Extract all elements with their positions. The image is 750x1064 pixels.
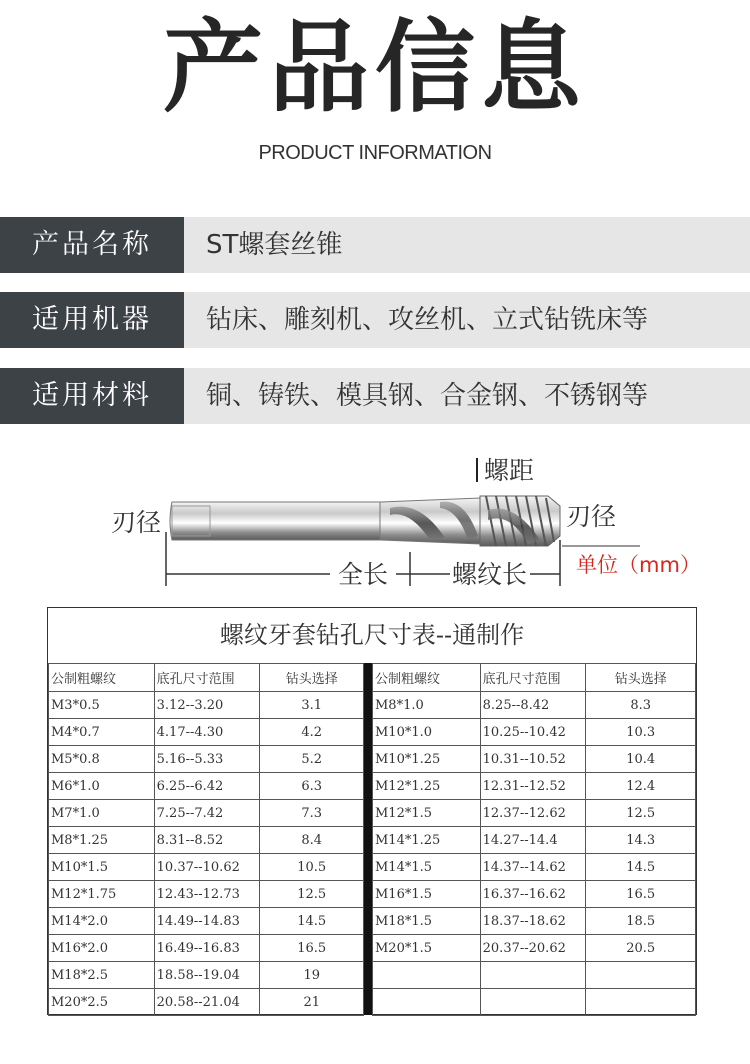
- cell-thread: M12*1.5: [373, 800, 481, 827]
- table-row: [373, 989, 696, 1016]
- cell-thread: M6*1.0: [49, 773, 155, 800]
- pitch-label: 螺距: [484, 456, 535, 485]
- cell-thread: M8*1.0: [373, 692, 481, 719]
- table-row: [373, 692, 696, 719]
- cell-drill: 14.3: [586, 827, 696, 854]
- cell-drill: 10.5: [260, 854, 364, 881]
- cell-drill: 14.5: [260, 908, 364, 935]
- cell-hole-range: [480, 962, 586, 989]
- table-row: [49, 719, 364, 746]
- table-row: [373, 935, 696, 962]
- cell-hole-range: 12.37--12.62: [480, 800, 586, 827]
- info-value: 钻床、雕刻机、攻丝机、立式钻铣床等: [184, 292, 750, 348]
- table-row: [373, 854, 696, 881]
- cell-thread: M4*0.7: [49, 719, 155, 746]
- cell-thread: M14*1.25: [373, 827, 481, 854]
- cell-hole-range: 10.37--10.62: [154, 854, 260, 881]
- cell-hole-range: 3.12--3.20: [154, 692, 260, 719]
- header-cell: 钻头选择: [586, 664, 696, 692]
- total-length-label: 全长: [338, 560, 389, 589]
- cell-drill: 3.1: [260, 692, 364, 719]
- table-header-row: [373, 664, 696, 692]
- table-row: [49, 962, 364, 989]
- cell-hole-range: 4.17--4.30: [154, 719, 260, 746]
- page-subtitle: PRODUCT INFORMATION: [258, 142, 492, 164]
- edge-diameter-right-label: 刃径: [566, 502, 617, 531]
- cell-hole-range: 12.31--12.52: [480, 773, 586, 800]
- cell-hole-range: 7.25--7.42: [154, 800, 260, 827]
- cell-drill: 21: [260, 989, 364, 1016]
- info-value: ST螺套丝锥: [184, 217, 750, 273]
- table-row: [49, 773, 364, 800]
- cell-hole-range: 14.37--14.62: [480, 854, 586, 881]
- cell-hole-range: [480, 989, 586, 1016]
- table-row: [373, 773, 696, 800]
- table-header-row: [49, 664, 364, 692]
- cell-hole-range: 5.16--5.33: [154, 746, 260, 773]
- table-row: [49, 854, 364, 881]
- table-title: 螺纹牙套钻孔尺寸表--通制作: [219, 621, 525, 649]
- table-row: [373, 881, 696, 908]
- info-label: 适用机器: [0, 292, 184, 348]
- drill-size-table: [47, 607, 697, 1015]
- cell-hole-range: 18.58--19.04: [154, 962, 260, 989]
- cell-drill: 7.3: [260, 800, 364, 827]
- header-cell: 底孔尺寸范围: [154, 664, 260, 692]
- cell-thread: M20*2.5: [49, 989, 155, 1016]
- cell-hole-range: 16.49--16.83: [154, 935, 260, 962]
- cell-thread: M18*1.5: [373, 908, 481, 935]
- cell-thread: M18*2.5: [49, 962, 155, 989]
- table-row: [373, 800, 696, 827]
- cell-hole-range: 12.43--12.73: [154, 881, 260, 908]
- cell-thread: M14*2.0: [49, 908, 155, 935]
- cell-thread: [373, 962, 481, 989]
- cell-hole-range: 10.31--10.52: [480, 746, 586, 773]
- cell-drill: 12.5: [260, 881, 364, 908]
- table-row: [49, 746, 364, 773]
- edge-diameter-left-label: 刃径: [111, 508, 162, 537]
- table-row: [373, 908, 696, 935]
- cell-drill: 20.5: [586, 935, 696, 962]
- cell-drill: 12.5: [586, 800, 696, 827]
- table-row: [49, 881, 364, 908]
- cell-thread: M12*1.25: [373, 773, 481, 800]
- table-row: [49, 908, 364, 935]
- cell-drill: 16.5: [260, 935, 364, 962]
- table-row: [49, 827, 364, 854]
- table-left-half: [48, 663, 364, 1016]
- cell-hole-range: 6.25--6.42: [154, 773, 260, 800]
- info-row-materials: [0, 368, 750, 424]
- header-cell: 底孔尺寸范围: [480, 664, 586, 692]
- cell-thread: M16*1.5: [373, 881, 481, 908]
- table-row: [373, 962, 696, 989]
- cell-drill: 8.3: [586, 692, 696, 719]
- header-cell: 钻头选择: [260, 664, 364, 692]
- table-row: [49, 989, 364, 1016]
- cell-hole-range: 16.37--16.62: [480, 881, 586, 908]
- cell-thread: M16*2.0: [49, 935, 155, 962]
- cell-thread: M7*1.0: [49, 800, 155, 827]
- info-label: 适用材料: [0, 368, 184, 424]
- cell-thread: M20*1.5: [373, 935, 481, 962]
- unit-label: 单位（mm）: [576, 553, 701, 577]
- cell-drill: [586, 962, 696, 989]
- cell-hole-range: 10.25--10.42: [480, 719, 586, 746]
- cell-drill: 10.4: [586, 746, 696, 773]
- thread-length-label: 螺纹长: [452, 560, 528, 589]
- cell-drill: 16.5: [586, 881, 696, 908]
- info-row-machines: [0, 292, 750, 348]
- table-row: [49, 692, 364, 719]
- table-row: [49, 800, 364, 827]
- cell-drill: 10.3: [586, 719, 696, 746]
- cell-hole-range: 18.37--18.62: [480, 908, 586, 935]
- table-row: [49, 935, 364, 962]
- cell-thread: M5*0.8: [49, 746, 155, 773]
- table-right-half: [372, 663, 696, 1016]
- cell-hole-range: 20.37--20.62: [480, 935, 586, 962]
- tap-diagram: [0, 440, 750, 600]
- cell-hole-range: 14.27--14.4: [480, 827, 586, 854]
- cell-thread: M10*1.25: [373, 746, 481, 773]
- cell-thread: M10*1.5: [49, 854, 155, 881]
- cell-thread: M12*1.75: [49, 881, 155, 908]
- info-label: 产品名称: [0, 217, 184, 273]
- cell-thread: M14*1.5: [373, 854, 481, 881]
- cell-drill: 6.3: [260, 773, 364, 800]
- page-title: 产品信息: [163, 9, 587, 126]
- cell-hole-range: 8.25--8.42: [480, 692, 586, 719]
- cell-drill: 8.4: [260, 827, 364, 854]
- info-value: 铜、铸铁、模具钢、合金钢、不锈钢等: [184, 368, 750, 424]
- table-row: [373, 719, 696, 746]
- table-row: [373, 746, 696, 773]
- cell-drill: 12.4: [586, 773, 696, 800]
- cell-thread: [373, 989, 481, 1016]
- cell-hole-range: 14.49--14.83: [154, 908, 260, 935]
- info-row-product-name: [0, 217, 750, 273]
- cell-drill: 18.5: [586, 908, 696, 935]
- table-row: [373, 827, 696, 854]
- header-cell: 公制粗螺纹: [373, 664, 481, 692]
- cell-drill: [586, 989, 696, 1016]
- cell-hole-range: 8.31--8.52: [154, 827, 260, 854]
- cell-hole-range: 20.58--21.04: [154, 989, 260, 1016]
- cell-drill: 19: [260, 962, 364, 989]
- header-cell: 公制粗螺纹: [49, 664, 155, 692]
- cell-drill: 5.2: [260, 746, 364, 773]
- table-divider: [364, 663, 372, 1015]
- cell-drill: 14.5: [586, 854, 696, 881]
- cell-thread: M8*1.25: [49, 827, 155, 854]
- cell-thread: M10*1.0: [373, 719, 481, 746]
- cell-thread: M3*0.5: [49, 692, 155, 719]
- cell-drill: 4.2: [260, 719, 364, 746]
